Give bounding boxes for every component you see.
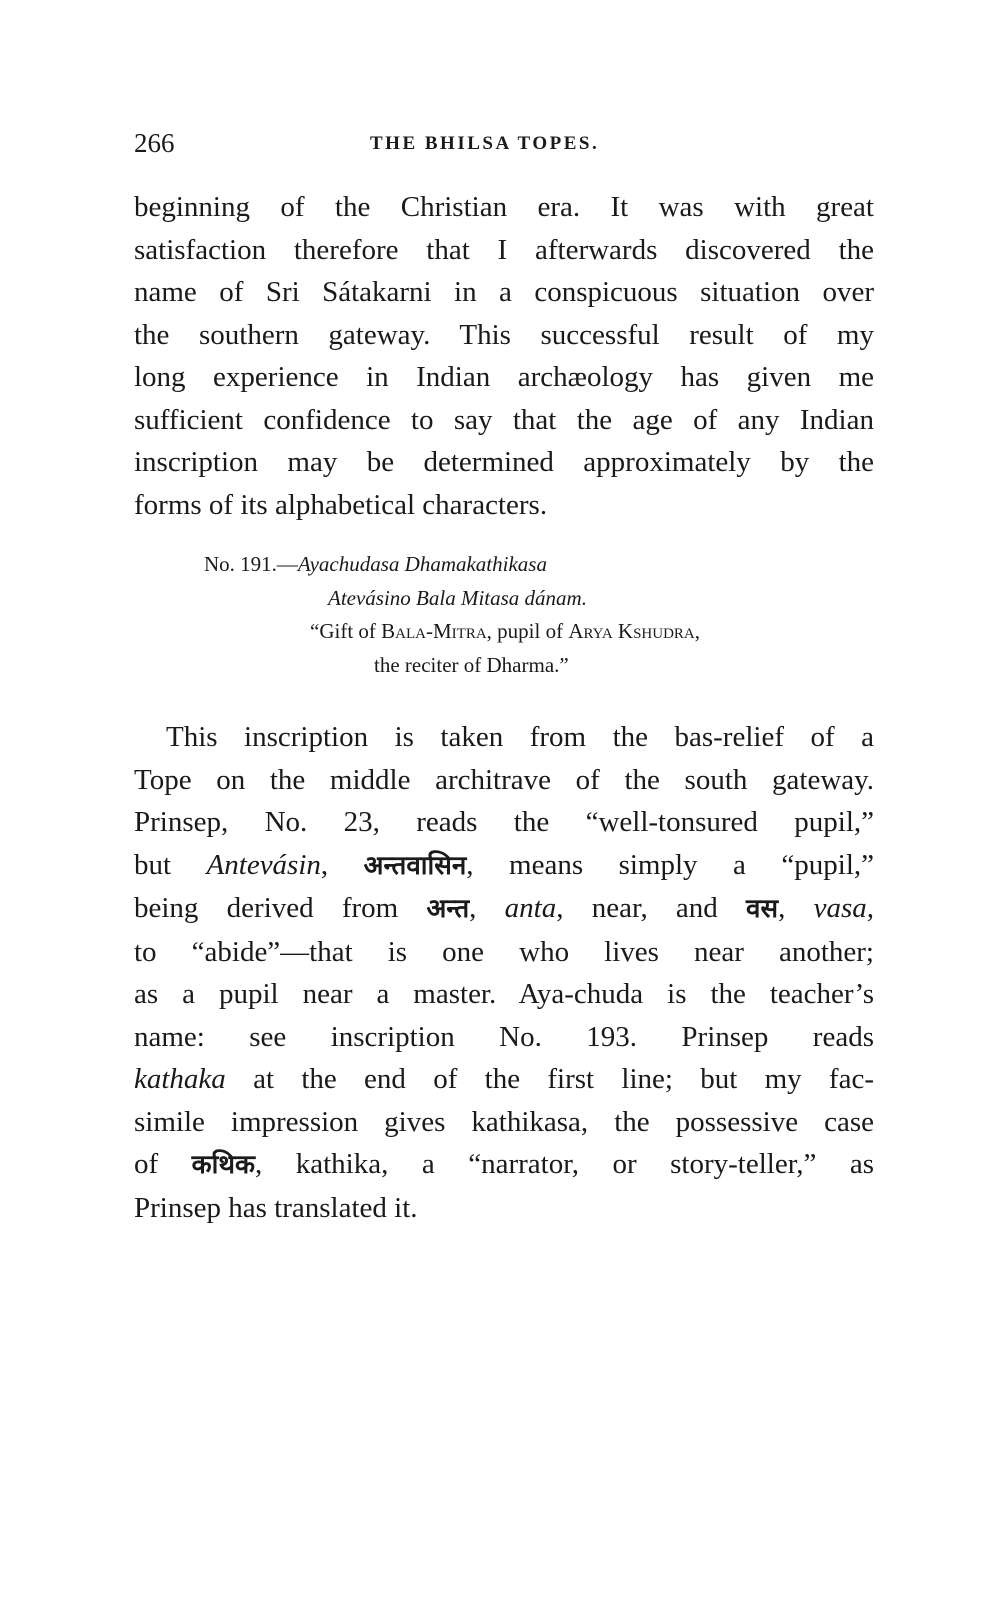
text-run: , kathika, a “narrator, or story-teller,” as: [254, 1148, 874, 1180]
italic-term: vasa: [813, 892, 867, 924]
text-line: sufficient confidence to say that the age of any Indian: [134, 403, 874, 436]
inscription-line-2: [328, 586, 587, 611]
inscription-translation-2: [374, 653, 569, 678]
inscription-line-1: [204, 552, 547, 577]
text-line: as a pupil near a master. Aya-chuda is the teacher’s: [134, 978, 874, 1010]
text-run: ,: [866, 892, 874, 924]
text-line: Tope on the middle architrave of the south gateway.: [134, 763, 874, 796]
inscription-text: Atevásino Bala Mitasa dánam.: [328, 586, 587, 610]
name-arya-kshudra: Arya Kshudra: [568, 619, 695, 643]
text-run: ,: [469, 892, 505, 924]
inscription-text: Ayachudasa Dhamakathikasa: [297, 552, 547, 576]
translation-text: , pupil of: [486, 619, 569, 643]
text-run: at the end of the first line; but my fac-: [225, 1063, 874, 1095]
italic-term: Antevásin: [206, 848, 321, 881]
text-line: forms of its alphabetical characters.: [134, 488, 548, 521]
text-line: This inscription is taken from the bas-relief of a: [166, 721, 874, 753]
text-line: to “abide”—that is one who lives near another;: [134, 935, 874, 968]
text-run: but: [134, 848, 207, 881]
page-number: 266: [134, 128, 175, 158]
name-bala-mitra: Bala-Mitra: [381, 619, 487, 643]
devanagari-word: वस: [746, 894, 779, 924]
devanagari-word: अन्त: [426, 894, 470, 924]
paragraph-2: [134, 716, 874, 1229]
inscription-translation: [310, 619, 700, 644]
text-line: [134, 844, 874, 888]
text-line: [134, 1143, 874, 1187]
inscription-number: No. 191.—: [204, 552, 298, 576]
translation-text: “Gift of: [310, 619, 382, 643]
text-line: name of Sri Sátakarni in a conspicuous situation over: [134, 276, 874, 308]
paragraph-1: [134, 186, 874, 526]
text-line: Prinsep has translated it.: [134, 1191, 418, 1224]
text-run: of: [134, 1148, 192, 1180]
text-line: name: see inscription No. 193. Prinsep reads: [134, 1020, 874, 1053]
translation-text: the reciter of Dharma.”: [374, 653, 569, 677]
devanagari-word: अन्तवासिन: [363, 850, 467, 881]
devanagari-word: कथिक: [191, 1150, 255, 1180]
text-run: , means simply a “pupil,”: [466, 848, 875, 881]
text-line: beginning of the Christian era. It was with great: [134, 191, 874, 223]
text-line: satisfaction therefore that I afterwards discovered the: [134, 233, 874, 266]
text-run: , near, and: [556, 892, 747, 924]
text-line: [134, 1058, 874, 1101]
translation-text: ,: [694, 619, 701, 643]
text-line: [134, 887, 874, 931]
text-run: being derived from: [134, 892, 427, 924]
italic-term: kathaka: [134, 1063, 226, 1095]
text-run: ,: [320, 848, 364, 881]
text-run: ,: [778, 892, 814, 924]
text-line: simile impression gives kathikasa, the possessive case: [134, 1105, 874, 1138]
running-title: THE BHILSA TOPES.: [370, 133, 600, 154]
text-line: the southern gateway. This successful result of my: [134, 318, 874, 351]
italic-term: anta: [504, 892, 557, 924]
text-line: Prinsep, No. 23, reads the “well-tonsured pupil,”: [134, 806, 874, 838]
text-line: inscription may be determined approximately by the: [134, 446, 874, 478]
text-line: long experience in Indian archæology has given me: [134, 361, 874, 393]
running-head: [134, 128, 874, 168]
